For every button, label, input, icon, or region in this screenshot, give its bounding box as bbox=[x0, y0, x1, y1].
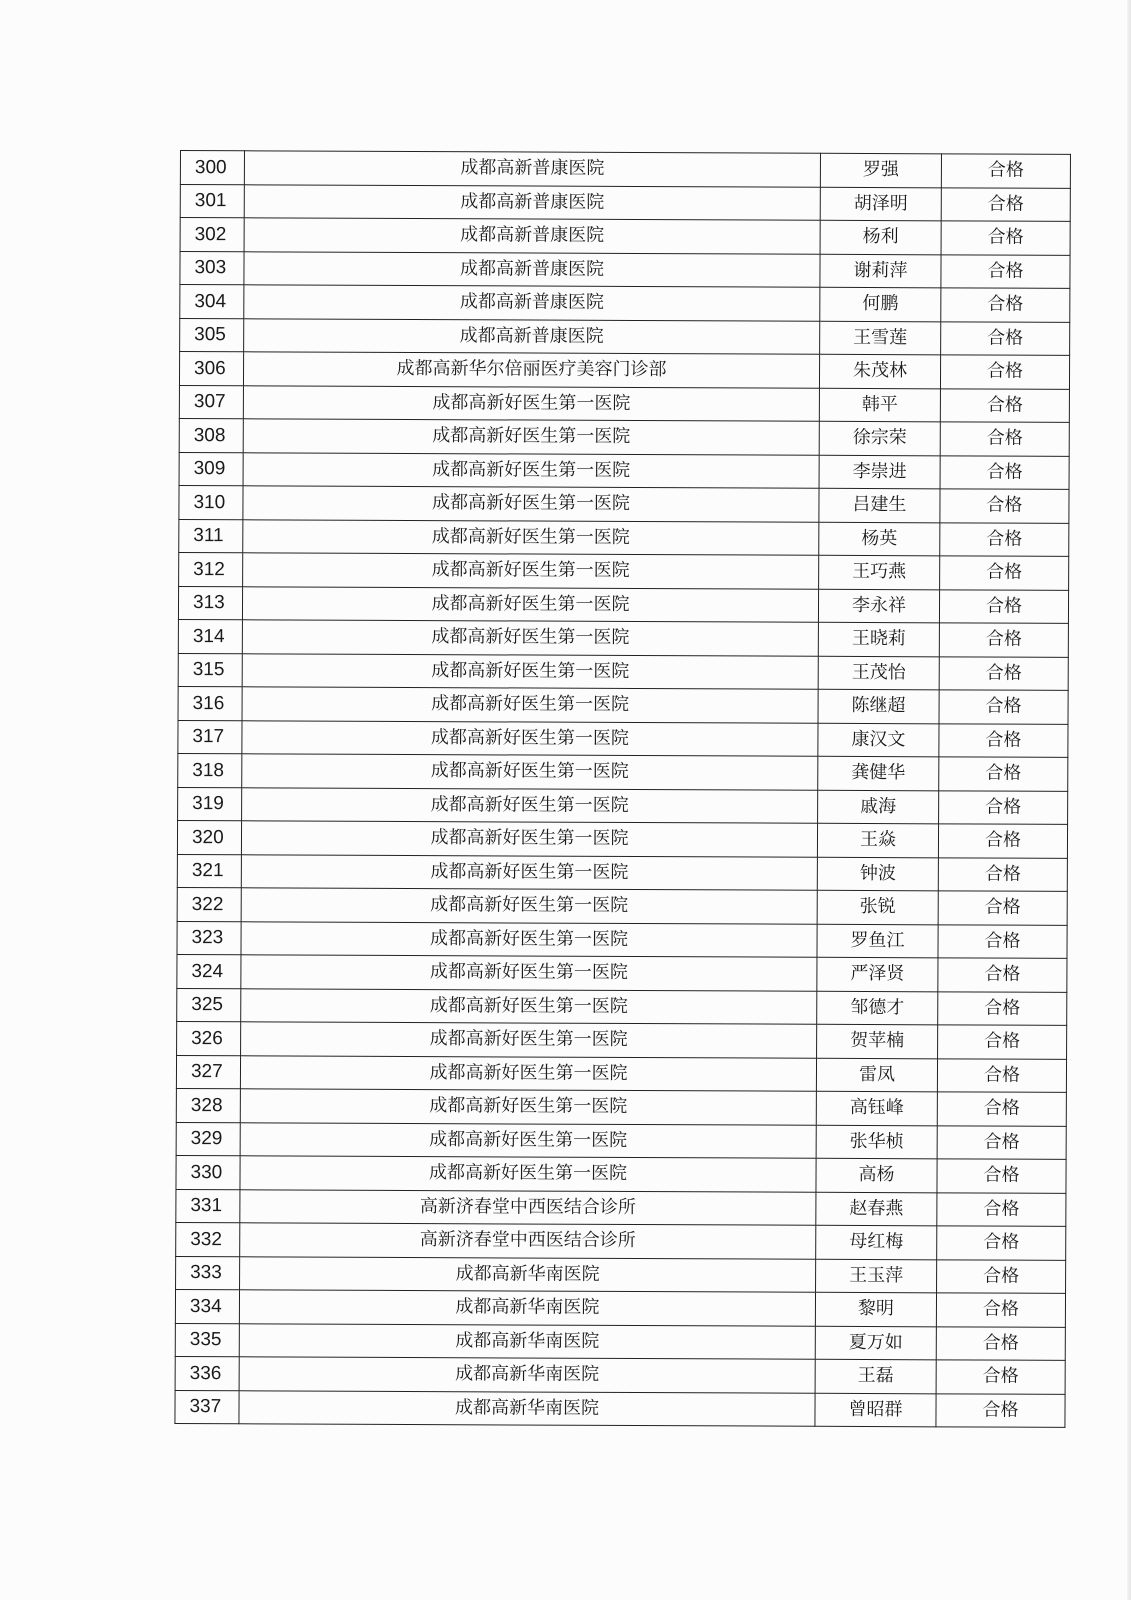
person-name-cell: 康汉文 bbox=[818, 723, 939, 757]
row-number-cell: 324 bbox=[177, 954, 241, 988]
person-name-cell: 母红梅 bbox=[816, 1225, 937, 1259]
table-row bbox=[178, 586, 1068, 623]
table-row bbox=[179, 385, 1069, 422]
row-number-cell: 313 bbox=[178, 586, 242, 620]
institution-cell: 成都高新华南医院 bbox=[239, 1357, 815, 1393]
institution-cell: 成都高新普康医院 bbox=[244, 218, 820, 254]
table-row bbox=[176, 1088, 1066, 1125]
person-name-cell: 朱茂林 bbox=[819, 354, 940, 388]
row-number-cell: 329 bbox=[176, 1122, 240, 1156]
institution-cell: 成都高新华尔倍丽医疗美容门诊部 bbox=[243, 352, 819, 388]
scan-page-edge bbox=[1127, 0, 1131, 1600]
institution-cell: 成都高新好医生第一医院 bbox=[241, 1022, 817, 1058]
institution-cell: 成都高新好医生第一医院 bbox=[243, 553, 819, 589]
result-cell: 合格 bbox=[941, 254, 1070, 288]
person-name-cell: 何鹏 bbox=[820, 287, 941, 321]
table-row bbox=[177, 954, 1067, 991]
person-name-cell: 张华桢 bbox=[816, 1125, 937, 1159]
person-name-cell: 王巧燕 bbox=[819, 555, 940, 589]
table-row bbox=[180, 285, 1070, 322]
institution-cell: 成都高新好医生第一医院 bbox=[241, 888, 817, 924]
person-name-cell: 罗鱼江 bbox=[817, 924, 938, 958]
row-number-cell: 302 bbox=[180, 218, 244, 252]
institution-cell: 成都高新好医生第一医院 bbox=[242, 787, 818, 823]
institution-cell: 成都高新好医生第一医院 bbox=[241, 821, 817, 857]
row-number-cell: 305 bbox=[180, 318, 244, 352]
row-number-cell: 301 bbox=[180, 184, 244, 218]
table-row bbox=[178, 787, 1068, 824]
result-cell: 合格 bbox=[939, 723, 1068, 757]
row-number-cell: 307 bbox=[179, 385, 243, 419]
institution-cell: 高新济春堂中西医结合诊所 bbox=[240, 1189, 816, 1225]
result-cell: 合格 bbox=[937, 1192, 1066, 1226]
result-cell: 合格 bbox=[937, 1058, 1066, 1092]
table-row bbox=[178, 720, 1068, 757]
result-cell: 合格 bbox=[937, 1159, 1066, 1193]
result-cell: 合格 bbox=[936, 1293, 1065, 1327]
table-row bbox=[179, 418, 1069, 455]
institution-cell: 成都高新好医生第一医院 bbox=[243, 419, 819, 455]
table-row bbox=[178, 686, 1068, 723]
table-row bbox=[177, 1021, 1067, 1058]
row-number-cell: 330 bbox=[176, 1155, 240, 1189]
row-number-cell: 306 bbox=[179, 352, 243, 386]
result-cell: 合格 bbox=[938, 857, 1067, 891]
result-cell: 合格 bbox=[937, 1125, 1066, 1159]
institution-cell: 成都高新普康医院 bbox=[244, 318, 820, 354]
person-name-cell: 胡泽明 bbox=[820, 187, 941, 221]
table-row bbox=[176, 1222, 1066, 1259]
table-row bbox=[179, 452, 1069, 489]
person-name-cell: 雷凤 bbox=[816, 1058, 937, 1092]
result-cell: 合格 bbox=[940, 355, 1069, 389]
result-cell: 合格 bbox=[936, 1326, 1065, 1360]
table-row bbox=[180, 184, 1070, 221]
person-name-cell: 徐宗荣 bbox=[819, 421, 940, 455]
person-name-cell: 戚海 bbox=[818, 790, 939, 824]
table-row bbox=[180, 318, 1070, 355]
person-name-cell: 钟波 bbox=[817, 857, 938, 891]
person-name-cell: 王焱 bbox=[817, 823, 938, 857]
roster-table-body bbox=[175, 151, 1071, 1428]
qualification-roster-table bbox=[174, 150, 1071, 1428]
row-number-cell: 320 bbox=[177, 820, 241, 854]
row-number-cell: 322 bbox=[177, 887, 241, 921]
institution-cell: 成都高新好医生第一医院 bbox=[241, 988, 817, 1024]
table-row bbox=[177, 921, 1067, 958]
result-cell: 合格 bbox=[939, 757, 1068, 791]
row-number-cell: 300 bbox=[180, 151, 244, 185]
result-cell: 合格 bbox=[937, 1092, 1066, 1126]
person-name-cell: 曾昭群 bbox=[815, 1393, 936, 1427]
institution-cell: 成都高新好医生第一医院 bbox=[241, 921, 817, 957]
result-cell: 合格 bbox=[939, 623, 1068, 657]
table-row bbox=[177, 820, 1067, 857]
institution-cell: 成都高新好医生第一医院 bbox=[240, 1055, 816, 1091]
institution-cell: 成都高新好医生第一医院 bbox=[240, 1122, 816, 1158]
row-number-cell: 304 bbox=[180, 285, 244, 319]
result-cell: 合格 bbox=[937, 1259, 1066, 1293]
result-cell: 合格 bbox=[938, 891, 1067, 925]
row-number-cell: 335 bbox=[175, 1323, 239, 1357]
result-cell: 合格 bbox=[937, 1226, 1066, 1260]
row-number-cell: 308 bbox=[179, 418, 243, 452]
row-number-cell: 317 bbox=[178, 720, 242, 754]
person-name-cell: 杨利 bbox=[820, 220, 941, 254]
row-number-cell: 325 bbox=[177, 988, 241, 1022]
institution-cell: 成都高新好医生第一医院 bbox=[242, 754, 818, 790]
institution-cell: 成都高新好医生第一医院 bbox=[243, 452, 819, 488]
table-row bbox=[178, 619, 1068, 656]
person-name-cell: 陈继超 bbox=[818, 689, 939, 723]
person-name-cell: 韩平 bbox=[819, 388, 940, 422]
result-cell: 合格 bbox=[941, 154, 1070, 188]
row-number-cell: 315 bbox=[178, 653, 242, 687]
result-cell: 合格 bbox=[938, 824, 1067, 858]
person-name-cell: 邹德才 bbox=[817, 991, 938, 1025]
person-name-cell: 黎明 bbox=[815, 1292, 936, 1326]
row-number-cell: 327 bbox=[176, 1055, 240, 1089]
institution-cell: 成都高新好医生第一医院 bbox=[241, 854, 817, 890]
table-row bbox=[179, 519, 1069, 556]
result-cell: 合格 bbox=[938, 1025, 1067, 1059]
table-row bbox=[175, 1356, 1065, 1393]
institution-cell: 成都高新普康医院 bbox=[244, 285, 820, 321]
row-number-cell: 316 bbox=[178, 686, 242, 720]
institution-cell: 成都高新好医生第一医院 bbox=[243, 519, 819, 555]
result-cell: 合格 bbox=[941, 187, 1070, 221]
institution-cell: 成都高新普康医院 bbox=[244, 251, 820, 287]
person-name-cell: 夏万如 bbox=[815, 1326, 936, 1360]
result-cell: 合格 bbox=[939, 690, 1068, 724]
institution-cell: 成都高新好医生第一医院 bbox=[242, 720, 818, 756]
result-cell: 合格 bbox=[939, 589, 1068, 623]
table-row bbox=[177, 854, 1067, 891]
row-number-cell: 319 bbox=[178, 787, 242, 821]
institution-cell: 成都高新普康医院 bbox=[244, 151, 820, 187]
table-row bbox=[180, 151, 1070, 188]
table-row bbox=[180, 251, 1070, 288]
person-name-cell: 赵春燕 bbox=[816, 1192, 937, 1226]
row-number-cell: 337 bbox=[175, 1390, 239, 1424]
institution-cell: 成都高新华南医院 bbox=[239, 1290, 815, 1326]
institution-cell: 成都高新好医生第一医院 bbox=[242, 586, 818, 622]
institution-cell: 成都高新好医生第一医院 bbox=[241, 955, 817, 991]
table-row bbox=[175, 1289, 1065, 1326]
row-number-cell: 336 bbox=[175, 1356, 239, 1390]
table-row bbox=[176, 1256, 1066, 1293]
row-number-cell: 334 bbox=[175, 1289, 239, 1323]
table-row bbox=[175, 1323, 1065, 1360]
person-name-cell: 吕建生 bbox=[819, 488, 940, 522]
institution-cell: 成都高新好医生第一医院 bbox=[240, 1156, 816, 1192]
result-cell: 合格 bbox=[941, 288, 1070, 322]
institution-cell: 成都高新好医生第一医院 bbox=[242, 687, 818, 723]
row-number-cell: 332 bbox=[176, 1222, 240, 1256]
row-number-cell: 321 bbox=[177, 854, 241, 888]
institution-cell: 成都高新好医生第一医院 bbox=[242, 653, 818, 689]
result-cell: 合格 bbox=[940, 522, 1069, 556]
institution-cell: 成都高新华南医院 bbox=[240, 1256, 816, 1292]
result-cell: 合格 bbox=[939, 790, 1068, 824]
institution-cell: 成都高新华南医院 bbox=[239, 1323, 815, 1359]
person-name-cell: 王晓莉 bbox=[818, 622, 939, 656]
row-number-cell: 312 bbox=[179, 552, 243, 586]
table-row bbox=[178, 753, 1068, 790]
result-cell: 合格 bbox=[941, 221, 1070, 255]
person-name-cell: 龚健华 bbox=[818, 756, 939, 790]
row-number-cell: 328 bbox=[176, 1088, 240, 1122]
row-number-cell: 333 bbox=[176, 1256, 240, 1290]
person-name-cell: 严泽贤 bbox=[817, 957, 938, 991]
institution-cell: 高新济春堂中西医结合诊所 bbox=[240, 1223, 816, 1259]
person-name-cell: 王玉萍 bbox=[816, 1259, 937, 1293]
table-row bbox=[179, 485, 1069, 522]
table-row bbox=[179, 352, 1069, 389]
institution-cell: 成都高新好医生第一医院 bbox=[242, 620, 818, 656]
person-name-cell: 李永祥 bbox=[818, 589, 939, 623]
person-name-cell: 高钰峰 bbox=[816, 1091, 937, 1125]
institution-cell: 成都高新华南医院 bbox=[239, 1390, 815, 1426]
result-cell: 合格 bbox=[940, 556, 1069, 590]
person-name-cell: 罗强 bbox=[820, 153, 941, 187]
table-row bbox=[176, 1155, 1066, 1192]
person-name-cell: 高杨 bbox=[816, 1158, 937, 1192]
row-number-cell: 314 bbox=[178, 619, 242, 653]
table-row bbox=[176, 1055, 1066, 1092]
row-number-cell: 310 bbox=[179, 485, 243, 519]
institution-cell: 成都高新普康医院 bbox=[244, 184, 820, 220]
person-name-cell: 王茂怡 bbox=[818, 656, 939, 690]
result-cell: 合格 bbox=[940, 489, 1069, 523]
table-row bbox=[177, 887, 1067, 924]
result-cell: 合格 bbox=[940, 388, 1069, 422]
row-number-cell: 326 bbox=[177, 1021, 241, 1055]
person-name-cell: 张锐 bbox=[817, 890, 938, 924]
row-number-cell: 318 bbox=[178, 753, 242, 787]
table-row bbox=[179, 552, 1069, 589]
row-number-cell: 323 bbox=[177, 921, 241, 955]
institution-cell: 成都高新好医生第一医院 bbox=[240, 1089, 816, 1125]
person-name-cell: 李崇进 bbox=[819, 455, 940, 489]
result-cell: 合格 bbox=[941, 321, 1070, 355]
person-name-cell: 杨英 bbox=[819, 522, 940, 556]
institution-cell: 成都高新好医生第一医院 bbox=[243, 486, 819, 522]
person-name-cell: 谢莉萍 bbox=[820, 254, 941, 288]
result-cell: 合格 bbox=[938, 924, 1067, 958]
row-number-cell: 311 bbox=[179, 519, 243, 553]
result-cell: 合格 bbox=[938, 958, 1067, 992]
result-cell: 合格 bbox=[936, 1393, 1065, 1427]
table-row bbox=[180, 218, 1070, 255]
result-cell: 合格 bbox=[940, 422, 1069, 456]
row-number-cell: 309 bbox=[179, 452, 243, 486]
person-name-cell: 王磊 bbox=[815, 1359, 936, 1393]
result-cell: 合格 bbox=[939, 656, 1068, 690]
result-cell: 合格 bbox=[938, 991, 1067, 1025]
row-number-cell: 303 bbox=[180, 251, 244, 285]
table-row bbox=[176, 1189, 1066, 1226]
table-row bbox=[175, 1390, 1065, 1427]
person-name-cell: 王雪莲 bbox=[820, 321, 941, 355]
result-cell: 合格 bbox=[940, 455, 1069, 489]
table-row bbox=[177, 988, 1067, 1025]
row-number-cell: 331 bbox=[176, 1189, 240, 1223]
person-name-cell: 贺苹楠 bbox=[817, 1024, 938, 1058]
institution-cell: 成都高新好医生第一医院 bbox=[243, 385, 819, 421]
table-row bbox=[178, 653, 1068, 690]
result-cell: 合格 bbox=[936, 1360, 1065, 1394]
table-row bbox=[176, 1122, 1066, 1159]
